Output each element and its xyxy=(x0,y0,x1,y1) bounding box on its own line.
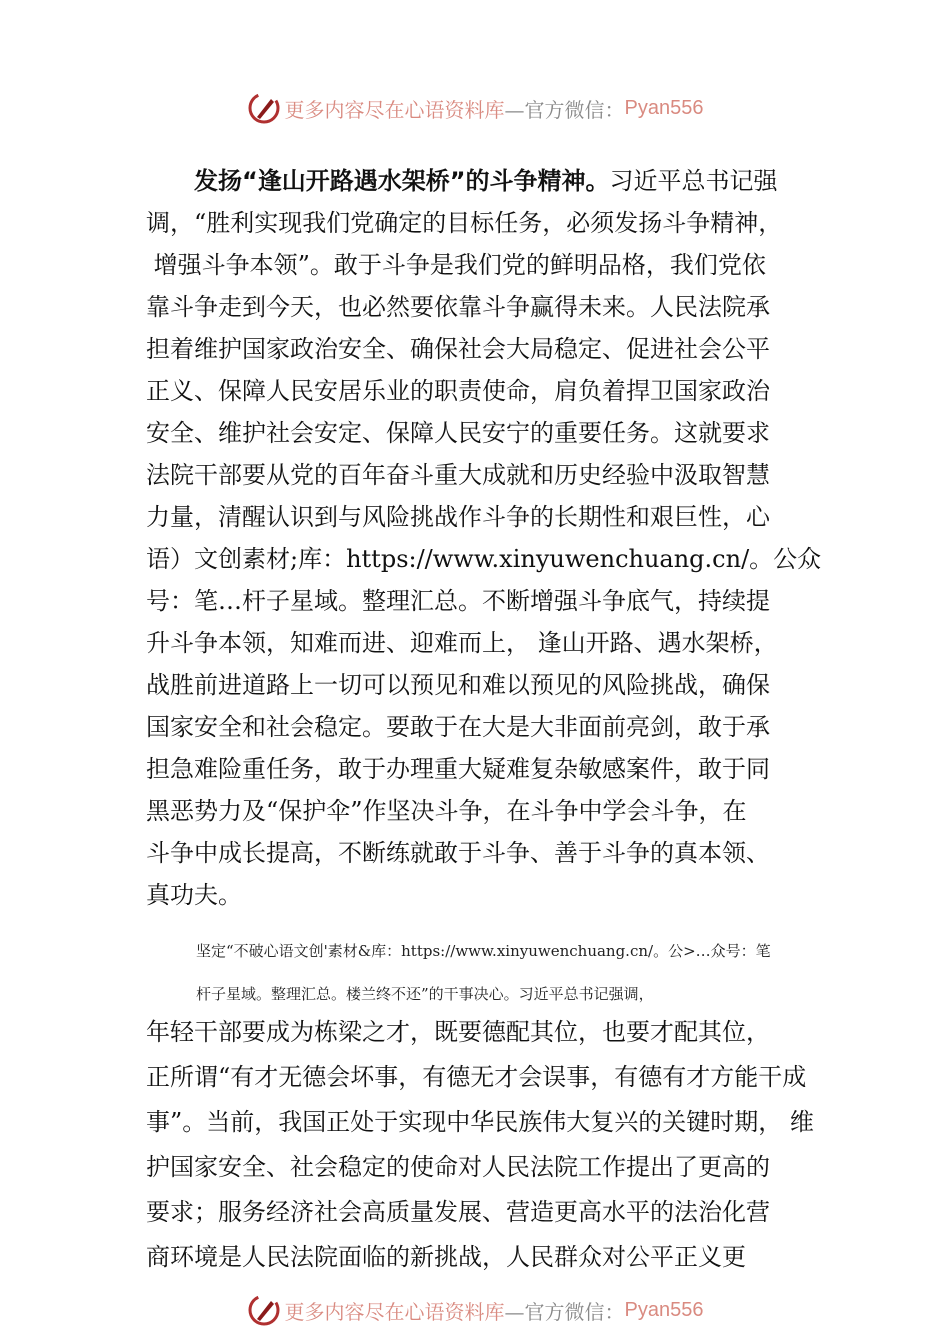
watermark-sep: —官方微信： xyxy=(504,1299,625,1324)
text-line: 力量，清醒认识到与风险挑战作斗争的长期性和艰巨性，心 xyxy=(146,503,770,531)
watermark-sep: —官方微信： xyxy=(504,97,625,122)
text-line: 担着维护国家政治安全、确保社会大局稳定、促进社会公平 xyxy=(146,335,770,363)
text-line: 要求；服务经济社会高质量发展、营造更高水平的法治化营 xyxy=(146,1198,770,1226)
watermark-wechat: Pyan556 xyxy=(624,96,704,119)
text-line: 商环境是人民法院面临的新挑战，人民群众对公平正义更 xyxy=(146,1243,746,1271)
pen-logo-icon xyxy=(247,91,281,125)
small-text-line: 杆子星域。整理汇总。楼兰终不还”的干事决心。习近平总书记强调， xyxy=(196,985,654,1003)
text-line: 正义、保障人民安居乐业的职责使命，肩负着捍卫国家政治 xyxy=(146,377,770,405)
paragraph-heading: 发扬“逢山开路遇水架桥”的斗争精神。 xyxy=(194,167,610,195)
page-footer-watermark xyxy=(0,1290,950,1330)
text-line: 担急难险重任务，敢于办理重大疑难复杂敏感案件，敢于同 xyxy=(146,755,770,783)
text-line: 靠斗争走到今天，也必然要依靠斗争赢得未来。人民法院承 xyxy=(146,293,770,321)
text-line: 安全、维护社会安定、保障人民安宁的重要任务。这就要求 xyxy=(146,419,770,447)
text-line: 护国家安全、社会稳定的使命对人民法院工作提出了更高的 xyxy=(146,1153,770,1181)
text-line: 正所谓“有才无德会坏事，有德无才会误事，有德有才方能干成 xyxy=(146,1063,807,1091)
text-line: 事”。当前，我国正处于实现中华民族伟大复兴的关键时期， 维 xyxy=(146,1108,814,1136)
paragraph-1 xyxy=(146,160,836,916)
text-line: 战胜前进道路上一切可以预见和难以预见的风险挑战，确保 xyxy=(146,671,770,699)
page-header-watermark xyxy=(0,88,950,128)
text-line: 调，“胜利实现我们党确定的目标任务，必须发扬斗争精神， xyxy=(146,209,783,237)
small-text-line: 坚定“不破心语文创'素材&库：https://www.xinyuwenchuang.cn/。公>…众号：笔 xyxy=(196,942,771,960)
text-line: 升斗争本领，知难而进、迎难而上， 逢山开路、遇水架桥， xyxy=(146,629,778,657)
watermark-brand: 更多内容尽在心语资料库 xyxy=(284,1299,505,1324)
text-line: 习近平总书记强 xyxy=(609,167,778,195)
watermark-brand: 更多内容尽在心语资料库 xyxy=(284,97,505,122)
text-line: 号：笔…杆子星域。整理汇总。不断增强斗争底气，持续提 xyxy=(146,587,770,615)
text-line: 年轻干部要成为栋梁之才，既要德配其位，也要才配其位， xyxy=(146,1018,770,1046)
text-line: 黑恶势力及“保护伞”作坚决斗争，在斗争中学会斗争，在 xyxy=(146,797,747,825)
text-line: 法院干部要从党的百年奋斗重大成就和历史经验中汲取智慧 xyxy=(146,461,770,489)
text-line: 增强斗争本领”。敢于斗争是我们党的鲜明品格，我们党依 xyxy=(146,251,766,279)
text-line: 语）文创素材;库：https://www.xinyuwenchuang.cn/。公众 xyxy=(146,545,822,573)
text-line: 斗争中成长提高，不断练就敢于斗争、善于斗争的真本领、 xyxy=(146,839,770,867)
text-line: 国家安全和社会稳定。要敢于在大是大非面前亮剑，敢于承 xyxy=(146,713,770,741)
pen-logo-icon xyxy=(247,1293,281,1327)
paragraph-2 xyxy=(146,1010,836,1280)
watermark-wechat: Pyan556 xyxy=(624,1298,704,1321)
text-line: 真功夫。 xyxy=(146,881,242,909)
